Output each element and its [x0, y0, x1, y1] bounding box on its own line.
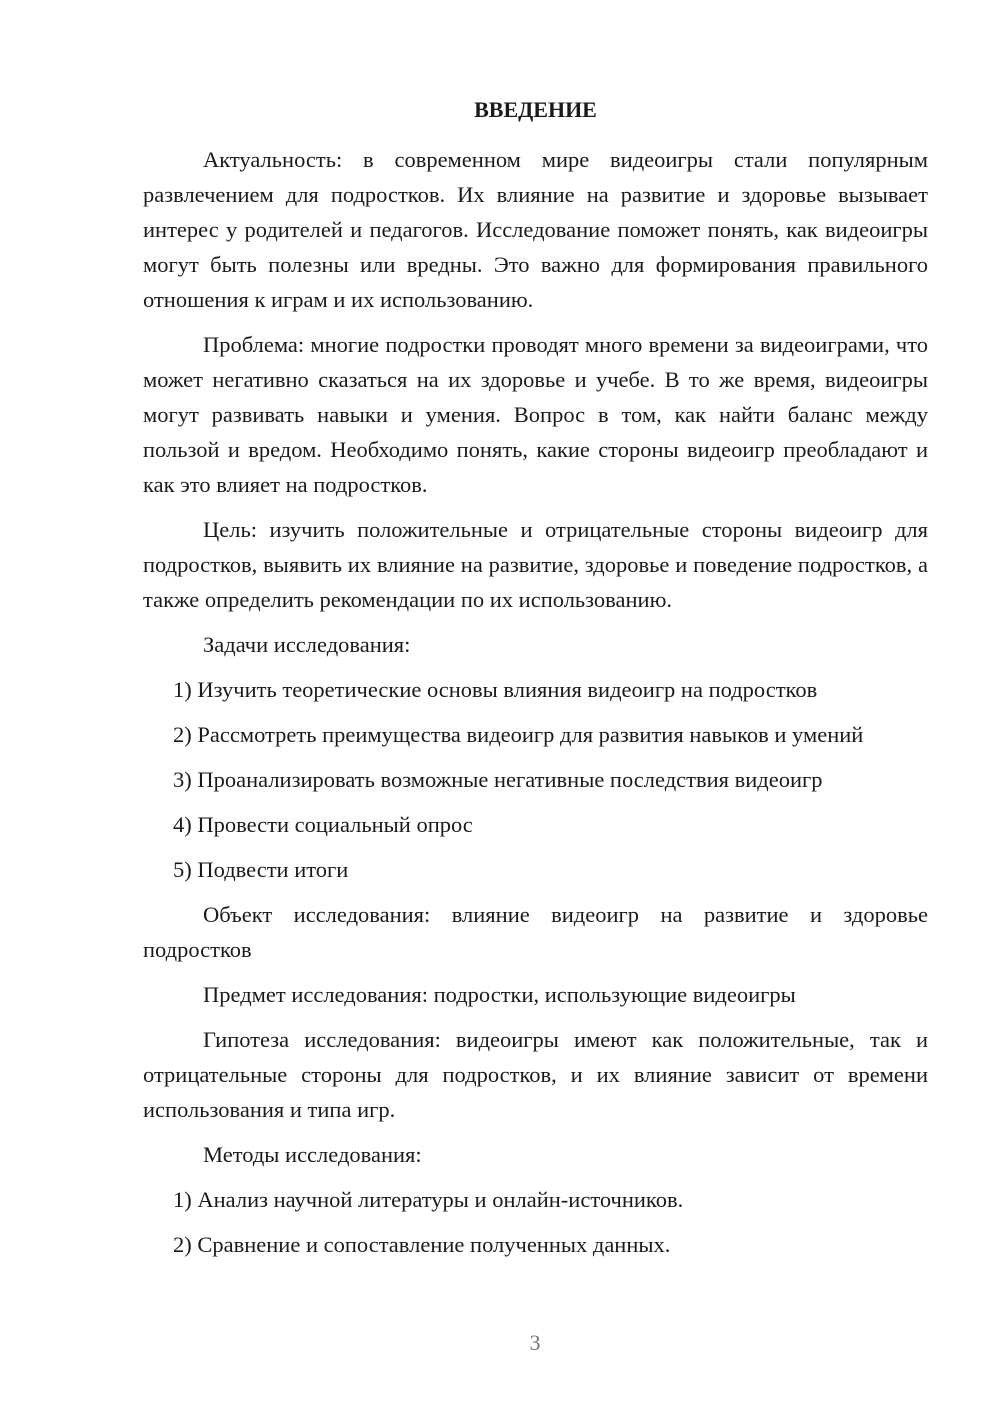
subject-paragraph: Предмет исследования: подростки, использующие видеоигры — [203, 982, 796, 1007]
object-paragraph: Объект исследования: влияние видеоигр на развитие и здоровье подростков — [143, 902, 928, 962]
hypothesis-paragraph: Гипотеза исследования: видеоигры имеют как положительные, так и отрицательные стороны для подростков, и их влияние зависит от времени использования и типа игр. — [143, 1027, 928, 1122]
method-item: 1) Анализ научной литературы и онлайн-источников. — [173, 1187, 684, 1212]
task-item: 2) Рассмотреть преимущества видеоигр для развития навыков и умений — [173, 722, 864, 747]
goal-paragraph: Цель: изучить положительные и отрицательные стороны видеоигр для подростков, выявить их влияние на развитие, здоровье и поведение подростков, а также определить рекомендации по их использованию. — [143, 517, 928, 612]
relevance-paragraph: Актуальность: в современном мире видеоигры стали популярным развлечением для подростков. Их влияние на развитие и здоровье вызывает интерес у родителей и педагогов. Исследование поможет понять, как видеоигры могут быть полезны или вредны. Это важно для формирования правильного отношения к играм и их использованию. — [143, 147, 928, 312]
task-item: 4) Провести социальный опрос — [173, 812, 473, 837]
task-item: 5) Подвести итоги — [173, 857, 349, 882]
task-item: 1) Изучить теоретические основы влияния видеоигр на подростков — [173, 677, 818, 702]
methods-heading: Методы исследования: — [203, 1142, 422, 1167]
task-item: 3) Проанализировать возможные негативные последствия видеоигр — [173, 767, 823, 792]
section-title: ВВЕДЕНИЕ — [474, 97, 597, 122]
method-item: 2) Сравнение и сопоставление полученных данных. — [173, 1232, 671, 1257]
page-content — [143, 88, 928, 1272]
tasks-heading: Задачи исследования: — [203, 632, 411, 657]
problem-paragraph: Проблема: многие подростки проводят много времени за видеоиграми, что может негативно сказаться на их здоровье и учебе. В то же время, видеоигры могут развивать навыки и умения. Вопрос в том, как найти баланс между пользой и вредом. Необходимо понять, какие стороны видеоигр преобладают и как это влияет на подростков. — [143, 332, 928, 497]
page-number: 3 — [529, 1330, 541, 1355]
